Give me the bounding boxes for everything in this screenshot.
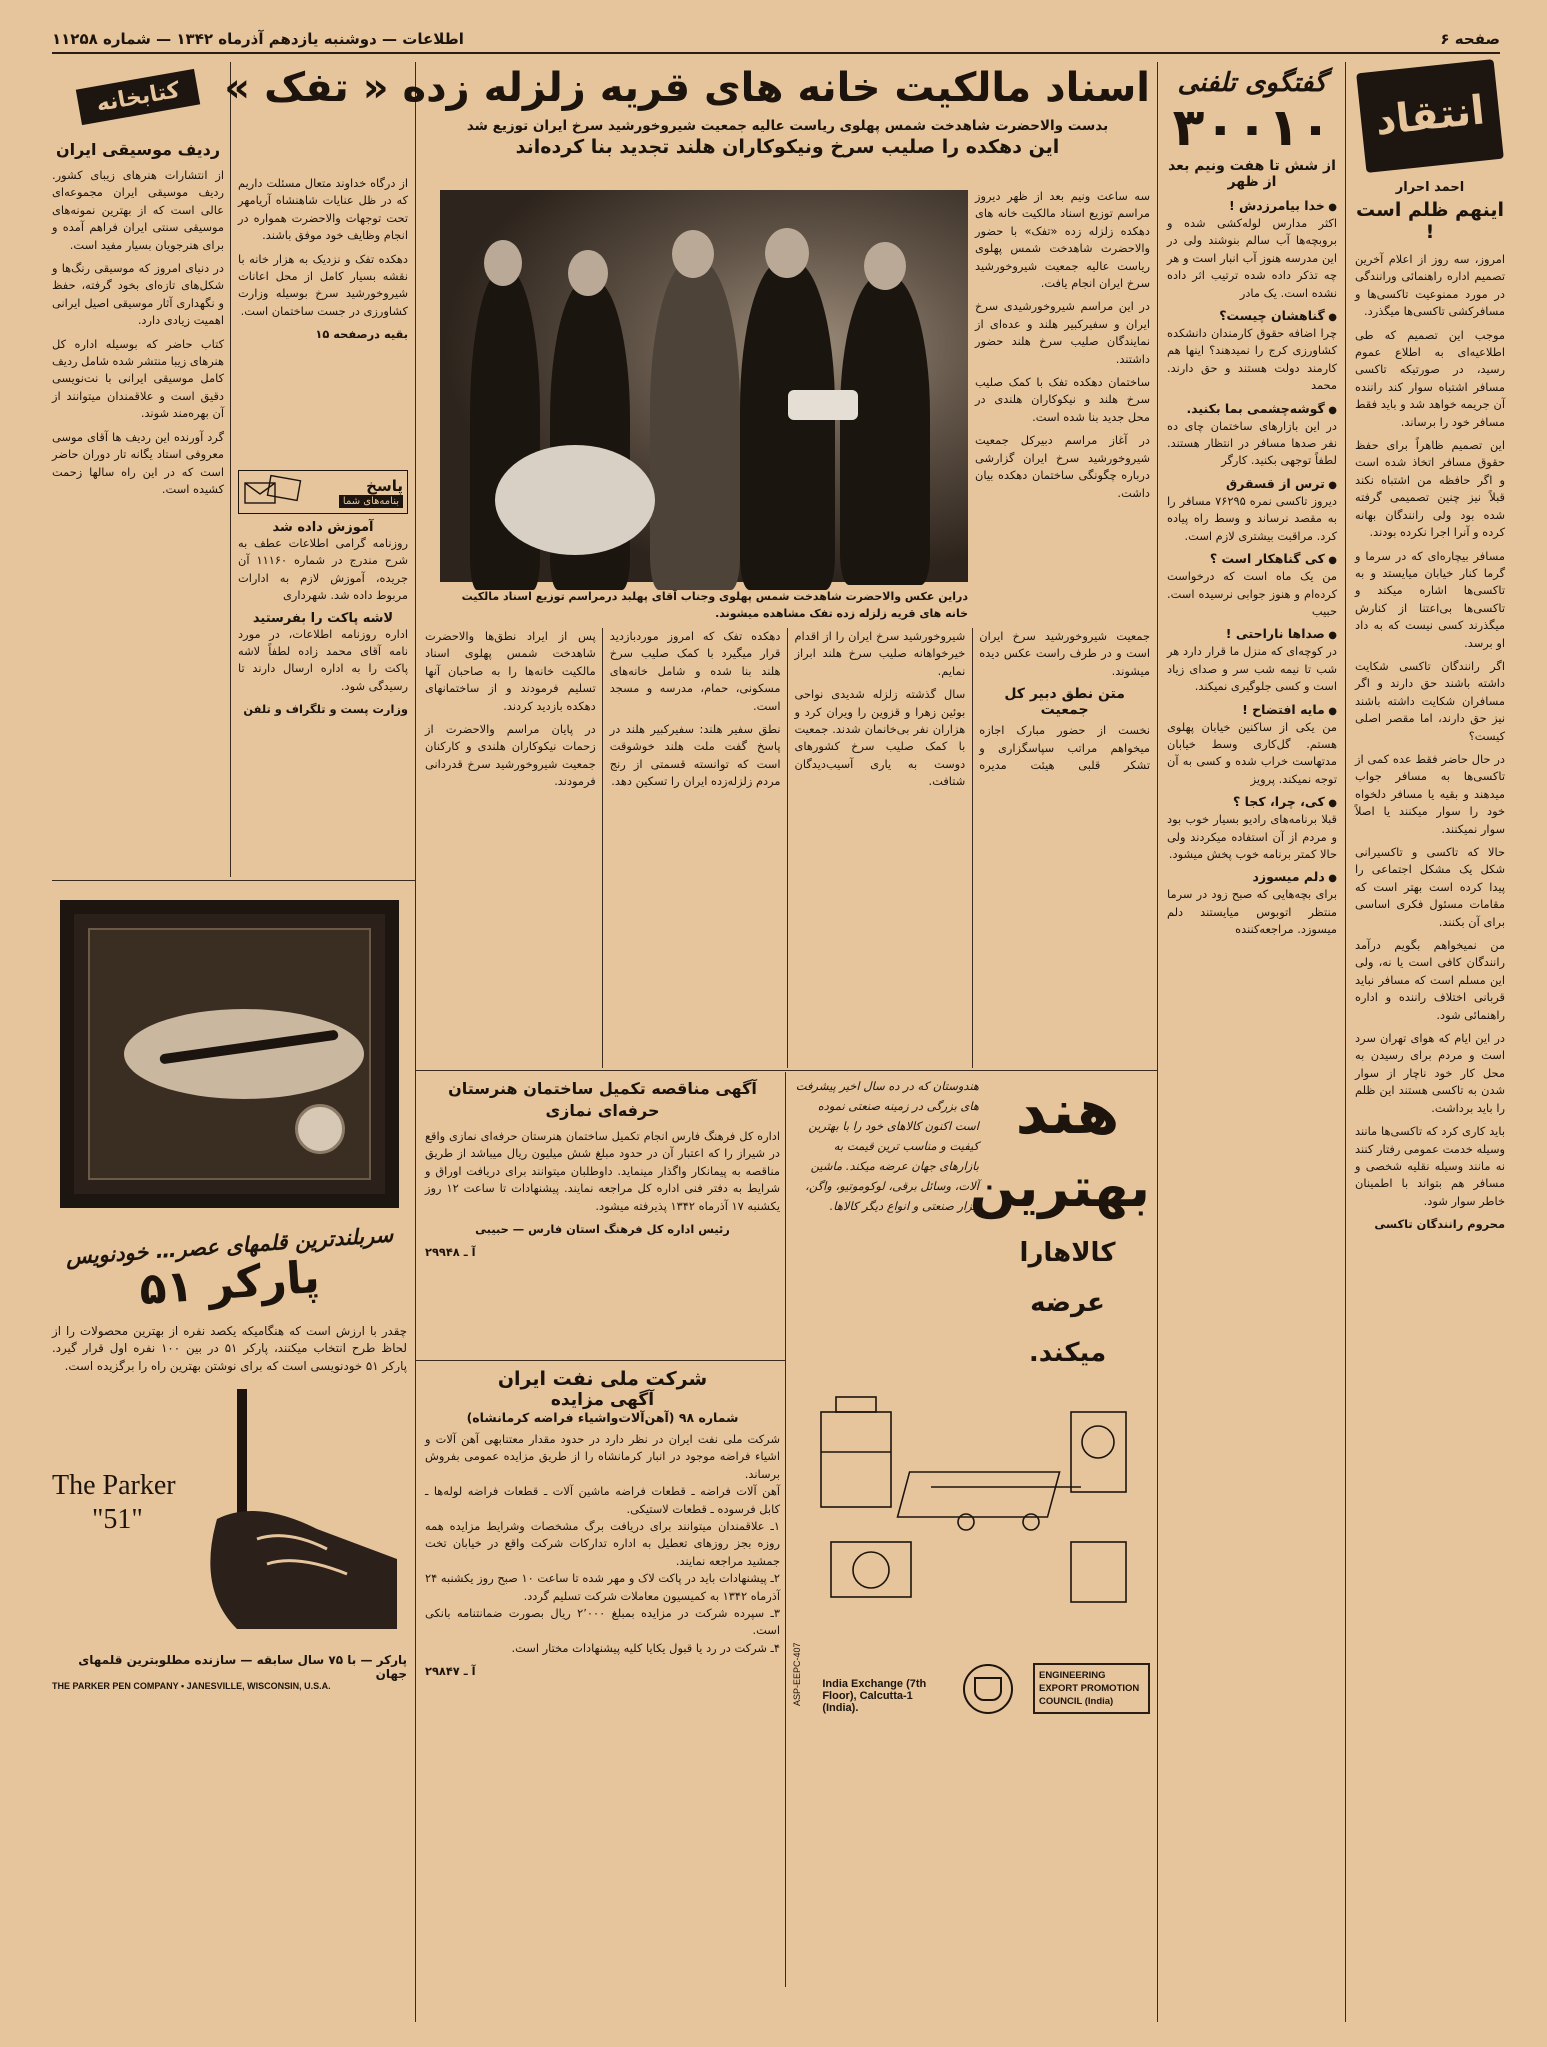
main-paragraph: سال گذشته زلزله شدیدی نواحی بوئین زهرا و قزوین را ویران کرد و هزاران نفر بی‌خانمان شدند. جمعیت با کمک صلیب سرخ کشورهای دوست به یاری آسیب‌دیدگان شتافت. <box>794 687 966 789</box>
answers-banner: پاسخ <box>366 476 403 495</box>
books-banner-box <box>52 62 224 132</box>
phone-hours: از شش تا هفت ونیم بعد از ظهر <box>1168 158 1336 190</box>
phone-item-body: قبلا برنامه‌های رادیو بسیار خوب بود و مردم از آن استفاده میکردند ولی حالا کمتر برنامه خوب پخش میشود. <box>1167 812 1337 861</box>
continued-note: بقیه درصفحه ۱۵ <box>315 327 408 342</box>
answers-column <box>238 470 408 875</box>
enteghad-paragraph: موجب این تصمیم که طی اطلاعیه‌ای به اطلاع عموم رسید، در صورتیکه تاکسی مسافر اشتباه سوار کند راننده آن جریمه خواهد شد و باید فقط مسافر خود را برساند. <box>1355 327 1505 429</box>
auction-company: شرکت ملی نفت ایران <box>497 1368 708 1390</box>
parker-picture-frame <box>60 900 399 1208</box>
parker-ad <box>52 890 407 1985</box>
parker-name: The Parker <box>52 1470 176 1502</box>
answers-subtitle: بنامه‌های شما <box>339 495 403 508</box>
india-emblem-icon <box>963 1664 1013 1714</box>
india-ad <box>792 1076 1150 1981</box>
books-title: ردیف موسیقی ایران <box>55 140 221 159</box>
enteghad-paragraph: در حال حاضر فقط عده کمی از تاکسی‌ها به مسافر جواب میدهند و بقیه یا مسافر دلخواه خود را سوار میکنند یا اصلاً سوار نمیکنند. <box>1355 751 1505 836</box>
speech-heading: متن نطق دبیر کل جمعیت <box>1004 686 1125 719</box>
phone-item-head: ● دلم میسوزد <box>1167 869 1337 884</box>
enteghad-banner: انتقاد <box>1356 59 1504 173</box>
auction-body: شرکت ملی نفت ایران در نظر دارد در حدود مقدار معتنابهی آهن آلات و اشیاء فراضه موجود در انبار کرمانشاه را از طریق مزایده عمومی بفروش برساند. آهن آلات فراضه ـ قطعات فراضه ماشین آلات ـ قطعات فراضه لوله‌ها ـ کابل فرسوده ـ قطعات لاستیکی. ۱ـ علاقمندان میتوانند برای دریافت برگ مشخصات وشرایط مزایده همه روزه بجز روزهای تعطیل به اداره تدارکات شرکت واقع در خیابان تخت جمشید مراجعه نمایند. ۲ـ پیشنهادات باید در پاکت لاک و مهر شده تا ساعت ۱۰ صبح روز یکشنبه ۲۴ آذرماه ۱۳۴۲ به کمیسیون معاملات شرکت تسلیم گردد. ۳ـ سپرده شرکت در مزایده بمبلغ ۲٬۰۰۰ ریال بصورت ضمانتنامه بانکی است. ۴ـ شرکت در رد یا قبول یکایا کلیه پیشنهادات مختار است. <box>425 1432 781 1655</box>
envelopes-icon <box>243 475 303 509</box>
books-paragraph: در دنیای امروز که موسیقی رنگ‌ها و شکل‌های تازه‌ای بخود گرفته، حفظ و نگهداری آثار موسیقی اصیل ایرانی اهمیت زیادی دارد. <box>52 261 224 328</box>
answer-item-head: لاشه پاکت را بفرستید <box>252 610 394 626</box>
phone-item-head: ● گناهشان چیست؟ <box>1167 308 1337 323</box>
books-paragraph: گرد آورنده این ردیف ها آقای موسی معروفی استاد یگانه تار دوران حاضر است که در این راه سالها زحمت کشیده است. <box>52 429 224 496</box>
parker-model: "51" <box>92 1504 143 1536</box>
phone-title: گفتگوی تلفنی <box>1177 68 1327 98</box>
phone-item-head: ● خدا بیامرزدش ! <box>1167 198 1337 213</box>
phone-item-head: ● مایه افتضاح ! <box>1167 702 1337 717</box>
tender-signature: رئیس اداره کل فرهنگ استان فارس — حبیبی <box>475 1222 730 1237</box>
phone-item-body: برای بچه‌هایی که صبح زود در سرما منتظر اتوبوس میایستند دلم میسوزد. مراجعه‌کننده <box>1167 887 1337 937</box>
india-word: هند <box>1015 1075 1120 1148</box>
enteghad-paragraph: مسافر بیچاره‌ای که در سرما و گرما کنار خیابان میایستد و به تاکسی‌ها اشاره میکند و تاکسی‌ها بی‌اعتنا از کنارش میگذرند کسی نیست که به داد او برسد. <box>1355 548 1505 650</box>
issue-line: اطلاعات — دوشنبه یازدهم آذرماه ۱۳۴۲ — شماره ۱۱۲۵۸ <box>52 30 464 48</box>
enteghad-headline: اینهم ظلم است ! <box>1356 199 1504 243</box>
main-paragraph: نخست از حضور مبارک اجازه میخواهم مراتب سپاسگزاری و تشکر قلبی هیئت مدیره شیروخورشید سرخ ایران را از اقدام خیرخواهانه صلیب سرخ هلند ابراز نمایم. <box>794 629 1150 773</box>
column-rule <box>230 62 231 877</box>
main-paragraph: در آغاز مراسم دبیرکل جمعیت شیروخورشید سرخ ایران گزارشی درباره چگونگی ساختمان دهکده بیان داشت. <box>975 433 1150 500</box>
books-banner: کتابخانه <box>76 69 200 125</box>
phone-item-head: ● گوشه‌چشمی بما بکنید. <box>1167 401 1337 416</box>
section-rule <box>415 1070 1157 1071</box>
enteghad-paragraph: این تصمیم ظاهراً برای حفظ حقوق مسافر اتخاذ شده است و اگر حافظه من اشتباه نکند قبلاً نیز چنین تصمیمی گرفته شده بود ولی رانندگان بهانه کرده و آنرا اجرا نکرده بودند. <box>1355 438 1505 540</box>
page-number: صفحه ۶ <box>1440 30 1500 48</box>
main-continuation <box>425 628 1150 1068</box>
enteghad-paragraph: حالا که تاکسی و تاکسیرانی شکل یک مشکل اجتماعی را پیدا کرده است بهتر است که مقامات مسئول فکری اساسی برای آن بکنند. <box>1355 845 1505 929</box>
photo-caption: دراین عکس والاحضرت شاهدخت شمس پهلوی وجناب آقای پهلبد درمراسم توزیع اسناد مالکیت خانه های قریه زلزله زده تفک مشاهده میشوند. <box>461 590 968 621</box>
enteghad-paragraph: در این ایام که هوای تهران سرد است و مردم برای رسیدن به محل کار خود ناچار از سوار شدن به تاکسی هستند این ظلم را باید برداشت. <box>1355 1031 1505 1115</box>
answer-item-body: وزارت پست و تلگراف و تلفن <box>243 702 408 717</box>
india-does: میکند. <box>1028 1338 1107 1368</box>
phone-item-body: دیروز تاکسی نمره ۷۶۲۹۵ مسافر را به مقصد نرساند و وسط راه پیاده کرد. مراقبت بیشتری لازم است. <box>1167 493 1337 543</box>
books-paragraph: کتاب حاضر که بوسیله اداره کل هنرهای زیبا منتشر شده شامل ردیف کامل موسیقی ایرانی با نت‌نویسی دقیق است و علاقمندان میتوانند از آن بهره‌مند شوند. <box>52 336 224 421</box>
main-photo <box>440 190 968 582</box>
column-rule <box>415 62 416 2022</box>
tender-notice <box>425 1078 780 1358</box>
phone-item-body: در این بازارهای ساختمان چای ده نفر صدها مسافر در انتظار هستند. لطفاً توجهی بکنید. کارگر <box>1167 418 1337 468</box>
auction-code: آ ـ ۲۹۸۴۷ <box>425 1664 476 1679</box>
tender-code: آ ـ ۲۹۹۴۸ <box>425 1245 476 1260</box>
india-ad-code: ASP-EEPC-407 <box>792 1642 802 1706</box>
main-paragraph: نطق سفیر هلند: سفیرکبیر هلند در پاسخ گفت ملت هلند خوشوقت است که توانسته قسمتی از رنج مردم زلزله‌زده ایران را تسکین دهد. <box>609 722 781 789</box>
auction-title: آگهی مزایده <box>550 1390 655 1410</box>
column-rule <box>1157 62 1158 2022</box>
photo-caption-box <box>440 588 968 624</box>
answer-item-body: اداره روزنامه اطلاعات، در مورد نامه آقای محمد زاده لطفاً لاشه پاکت را به اداره ارسال دارند تا رسیدگی شود. <box>238 626 408 693</box>
parker-body: چقدر با ارزش است که هنگامیکه یکصد نفره از بهترین محصولات را از لحاظ طرح انتخاب میکنند، پارکر ۵۱ در بین ۱۰۰ نفره اول قرار گیرد. پارکر ۵۱ خودنویسی است که برای نوشتن بهترین راه را برگزیده است. <box>52 1324 407 1373</box>
india-text: هندوستان که در ده سال اخیر پیشرفت های بزرگی در زمینه صنعتی نموده است اکنون کالاهای خود را با بهترین کیفیت و مناسب ترین قیمت به بازارهای جهان عرضه میکند. ماشین آلات، وسائل برقی، لوکوموتیو، واگن، ابزار صنعتی و انواع دیگر کالاها. <box>795 1079 979 1213</box>
section-rule <box>52 880 415 881</box>
phone-item-body: در کوچه‌ای که منزل ما قرار دارد هر شب تا نیمه شب سر و صدای زیاد است و کسی جلوگیری نمیکند. <box>1167 644 1337 694</box>
phone-column <box>1167 62 1337 2022</box>
phone-item-head: ● کی گناهکار است ؟ <box>1167 551 1337 566</box>
phone-item-head: ● صداها ناراحتی ! <box>1167 626 1337 641</box>
books-paragraph: از انتشارات هنرهای زیبای کشور. ردیف موسیقی ایران مجموعه‌ای عالی است که از بهترین نمونه‌های موسیقی سنتی ایران فراهم آمده و برای هنرجویان بسیار مفید است. <box>52 168 224 252</box>
machinery-illustration <box>801 1392 1141 1622</box>
phone-item-body: اکثر مدارس لوله‌کشی شده و بروبچه‌ها آب سالم بنوشند ولی در این مدرسه هنوز آب انبار است و هر چه تذکر داده شده ترتیب اثر داده نشده است. یک مادر <box>1167 216 1337 300</box>
main-paragraph: در پایان مراسم والاحضرت از زحمات نیکوکاران هلندی و کارکنان جمعیت شیروخورشید سرخ قدردانی فرمودند. <box>425 722 596 789</box>
enteghad-column <box>1355 62 1505 2022</box>
phone-item-body: چرا اضافه حقوق کارمندان دانشکده کشاورزی کرج را نمیدهند؟ اینها هم کارمند دولت هستند و حق دارند. محمد <box>1167 326 1337 393</box>
india-goods: کالاهارا <box>1019 1238 1116 1268</box>
answer-item-head: آموزش داده شد <box>272 520 374 535</box>
phone-item-body: من یک ماه است که درخواست کرده‌ام و هنوز جوابی نرسیده است. حبیب <box>1167 569 1337 618</box>
parker-name-block <box>52 1469 176 1537</box>
parker-brand: پارکر ۵۱ <box>137 1251 322 1316</box>
answer-item-body: روزنامه گرامی اطلاعات عطف به شرح مندرج در شماره ۱۱۱۶۰ آن جریده، آموزش لازم به ادارات مربوط داده شد. شهرداری <box>238 536 408 603</box>
main-headline: اسناد مالکیت خانه های قریه زلزله زده « تفک » <box>224 65 1150 111</box>
column-rule <box>785 1072 786 1987</box>
enteghad-signoff: محروم رانندگان تاکسی <box>1374 1217 1505 1232</box>
enteghad-paragraph: امروز، سه روز از اعلام آخرین تصمیم اداره راهنمائی ورانندگی در مورد ممنوعیت تاکسی‌ها و مسافرکشی تاکسی‌ها میگذرد. <box>1355 252 1505 319</box>
parker-footer: پارکر — با ۷۵ سال سابقه — سازنده مطلوبترین قلمهای جهان <box>78 1653 407 1682</box>
main-paragraph: ساختمان دهکده تفک با کمک صلیب سرخ هلند و نیکوکاران هلندی در محل جدید بنا شده است. <box>975 375 1150 424</box>
main-paragraph: از درگاه خداوند متعال مسئلت داریم که در ظل عنایات شاهنشاه آریامهر تحت توجهات والاحضرت همواره در انجام وظایف خود موفق باشند. <box>238 176 408 243</box>
masthead <box>52 26 1500 54</box>
tender-body: اداره کل فرهنگ فارس انجام تکمیل ساختمان هنرستان حرفه‌ای نمازی واقع در شیراز را که اعتبار آن در حدود مبلغ شش میلیون ریال میباشد از طریق مناقصه به پیمانکار واگذار مینماید. داوطلبان میتوانند برای دریافت اوراق و شرایط به دفتر فنی اداره کل مراجعه نمایند. پیشنهادات تا ساعت ۱۲ روز یکشنبه ۱۷ آذرماه ۱۳۴۲ پذیرفته میشود. <box>425 1129 780 1213</box>
main-paragraph: جمعیت شیروخورشید سرخ ایران است و در طرف راست عکس دیده میشوند. <box>979 629 1150 678</box>
india-address: India Exchange (7th Floor), Calcutta-1 (India). <box>822 1678 927 1714</box>
enteghad-paragraph: من نمیخواهم بگویم درآمد رانندگان کافی است یا نه، ولی این مسلم است که مسافر نباید قربانی اختلاف راننده و اداره راهنمائی شود. <box>1355 938 1505 1022</box>
parker-headline: سربلندترین قلمهای عصر… خودنویس <box>65 1222 394 1270</box>
enteghad-paragraph: اگر رانندگان تاکسی شکایت داشته باشند حق دارند و اگر مسافران شکایت داشته باشند نیز حق دارند، اما مقصر اصلی کیست؟ <box>1355 658 1505 743</box>
books-column <box>52 62 224 877</box>
enteghad-paragraph: باید کاری کرد که تاکسی‌ها مانند وسیله خدمت عمومی رفتار کنند نه مانند وسیله نقلیه شخصی و مسافر هم بتواند با اطمینان خاطر سوار شود. <box>1355 1124 1505 1208</box>
main-subhead: بدست والاحضرت شاهدخت شمس پهلوی ریاست عالیه جمعیت شیروخورشید سرخ ایران توزیع شد <box>466 118 1109 134</box>
india-best: بهترین <box>969 1156 1150 1219</box>
auction-number: شماره ۹۸ (آهن‌آلات‌واشیاء فراضه کرمانشاه) <box>466 1410 739 1425</box>
phone-item-body: من یکی از ساکنین خیابان پهلوی هستم. گل‌کاری وسط خیابان مدتهاست خراب شده و کسی به آن توجه نمیکند. پرویز <box>1167 719 1337 786</box>
phone-item-head: ● کی، چرا، کجا ؟ <box>1167 794 1337 809</box>
parker-company: THE PARKER PEN COMPANY • JANESVILLE, WISCONSIN, U.S.A. <box>52 1681 331 1692</box>
answers-banner-box <box>238 470 408 514</box>
main-paragraph: در این مراسم شیروخورشیدی سرخ ایران و سفیرکبیر هلند و عده‌ای از نمایندگان صلیب سرخ هلند حضور داشتند. <box>975 299 1150 366</box>
phone-number: ۳۰۰۱۰ <box>1172 98 1332 158</box>
main-paragraph: سه ساعت ونیم بعد از ظهر دیروز مراسم توزیع اسناد مالکیت خانه های دهکده زلزله زده «تفک» با حضور والاحضرت شاهدخت شمس پهلوی ریاست عالیه جمعیت شیروخورشید سرخ ایران انجام یافت. <box>975 189 1150 291</box>
main-text-left <box>238 175 408 465</box>
auction-notice <box>425 1368 780 1988</box>
tender-title: آگهی مناقصه تکمیل ساختمان هنرستان حرفه‌ای نمازی <box>448 1079 757 1120</box>
india-council: ENGINEERING EXPORT PROMOTION COUNCIL (India) <box>1033 1663 1150 1714</box>
parker-hand-illustration <box>52 1389 407 1649</box>
main-subhead-large: این دهکده را صلیب سرخ ونیکوکاران هلند تجدید بنا کرده‌اند <box>515 136 1060 158</box>
india-offer: عرضه <box>1030 1288 1105 1318</box>
main-paragraph: دهکده تفک که امروز موردبازدید قرار میگیرد با کمک صلیب سرخ هلند بنا شده و شامل خانه‌های مسکونی، حمام، مدرسه و مسجد است. <box>609 629 781 713</box>
main-paragraph: پس از ایراد نطق‌ها والاحضرت شاهدخت شمس پهلوی اسناد مالکیت خانه‌ها را به صاحبان آنها تسلیم فرمودند و از ساختمانهای دهکده بازدید کردند. <box>425 629 596 713</box>
hand-pen-icon <box>197 1389 407 1639</box>
phone-item-head: ● ترس از قسقرق <box>1167 476 1337 491</box>
section-rule <box>415 1360 785 1361</box>
enteghad-author: احمد احرار <box>1395 180 1465 195</box>
main-paragraph: دهکده تفک و نزدیک به هزار خانه با نقشه بسیار کامل از محل اعانات شیروخورشید سرخ بوسیله وزارت کشاورزی در جست ساختمان است. <box>238 251 408 318</box>
column-rule <box>1345 62 1346 2022</box>
